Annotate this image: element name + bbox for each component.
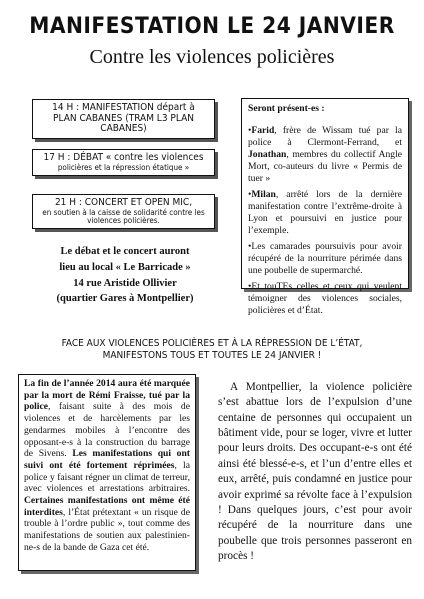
guest-item: •Et touTEs celles et ceux qui veulent témoigner des violences sociales, policières et d’État. — [248, 280, 402, 316]
guests-box — [241, 98, 409, 316]
guest-name: Milan — [251, 188, 276, 200]
page-title: MANIFESTATION LE 24 JANVIER — [29, 14, 395, 39]
event-line: policières et la répression étatique » — [57, 162, 190, 172]
context-box: La fin de l’année 2014 aura été marquée par la mort de Rémi Fraisse, tué par la police, faisant suite à des mois de violences et de harcèlements par les gendarmes mobiles à l’encontre des opposant-e-s à la construction du barrage de Sivens. Les manifestations qui ont suivi ont été fortement réprimées, la police y faisant régner un climat de terreur, avec violences et arrestations arbitraires. Certaines manifestations ont même été interdites, l’État prétextant « un risque de trouble à l’ordre public », tout comme des manifestations de soutien aux palestinien-ne-s de la bande de Gaza cet été. — [18, 374, 196, 571]
event-line: 14 H : MANIFESTATION départ à — [52, 102, 195, 113]
event-box-concert — [32, 194, 215, 229]
slogan-line: MANIFESTONS TOUS ET TOUTES LE 24 JANVIER ! — [102, 350, 322, 361]
guest-name: Jonathan — [248, 148, 287, 160]
guest-item: •Milan, arrêté lors de la dernière manifestation contre l’extrême-droite à Lyon et poursuivi en justice pour l’exemple. — [248, 188, 402, 236]
event-line: en soutien à la caisse de solidarité contre les violences policières. — [42, 207, 205, 225]
venue-line: lieu au local « Le Barricade » — [59, 261, 191, 273]
venue-info — [30, 244, 220, 307]
venue-line: (quartier Gares à Montpellier) — [56, 293, 194, 305]
guest-item: •Les camarades poursuivis pour avoir récupéré de la nourriture périmée dans une poubelle de supermarché. — [248, 240, 402, 276]
guest-item: •Farid, frère de Wissam tué par la police à Clermont-Ferrand, et Jonathan, membres du collectif Angle Mort, co-auteurs du livre « Permis de tuer » — [248, 124, 402, 184]
event-line: PLAN CABANES (TRAM L3 PLAN CABANES) — [53, 112, 194, 134]
guests-heading: Seront présent-es : — [248, 103, 325, 114]
event-line: 17 H : DÉBAT « contre les violences — [43, 152, 204, 163]
slogan-line: FACE AUX VIOLENCES POLICIÈRES ET À LA RÉPRESSION DE L’ÉTAT, — [61, 338, 363, 349]
event-line: 21 H : CONCERT ET OPEN MIC, — [54, 197, 193, 208]
guest-name: Farid — [251, 124, 275, 136]
event-box-manifestation — [32, 99, 215, 139]
venue-line: Le débat et le concert auront — [60, 246, 190, 257]
venue-line: 14 rue Aristide Ollivier — [73, 277, 177, 289]
page-subtitle: Contre les violences policières — [89, 46, 335, 68]
event-box-debat — [32, 149, 215, 176]
slogan — [0, 338, 424, 362]
main-article: A Montpellier, la violence policière s’est abattue lors de l’expulsion d’une centaine de personnes qui occupaient un bâtiment vide, pour se loger, vivre et lutter pour leurs droits. Des occupant-e-s ont été ainsi été blessé-e-s, et l’un d’entre elles et eux, arrêté, puis condamné en justice pour avoir exprimé sa révolte face à l’expulsion ! Dans quelques jours, c’est pour avoir récupéré de la nourriture dans une poubelle que trois personnes passeront en procès ! — [218, 381, 412, 562]
